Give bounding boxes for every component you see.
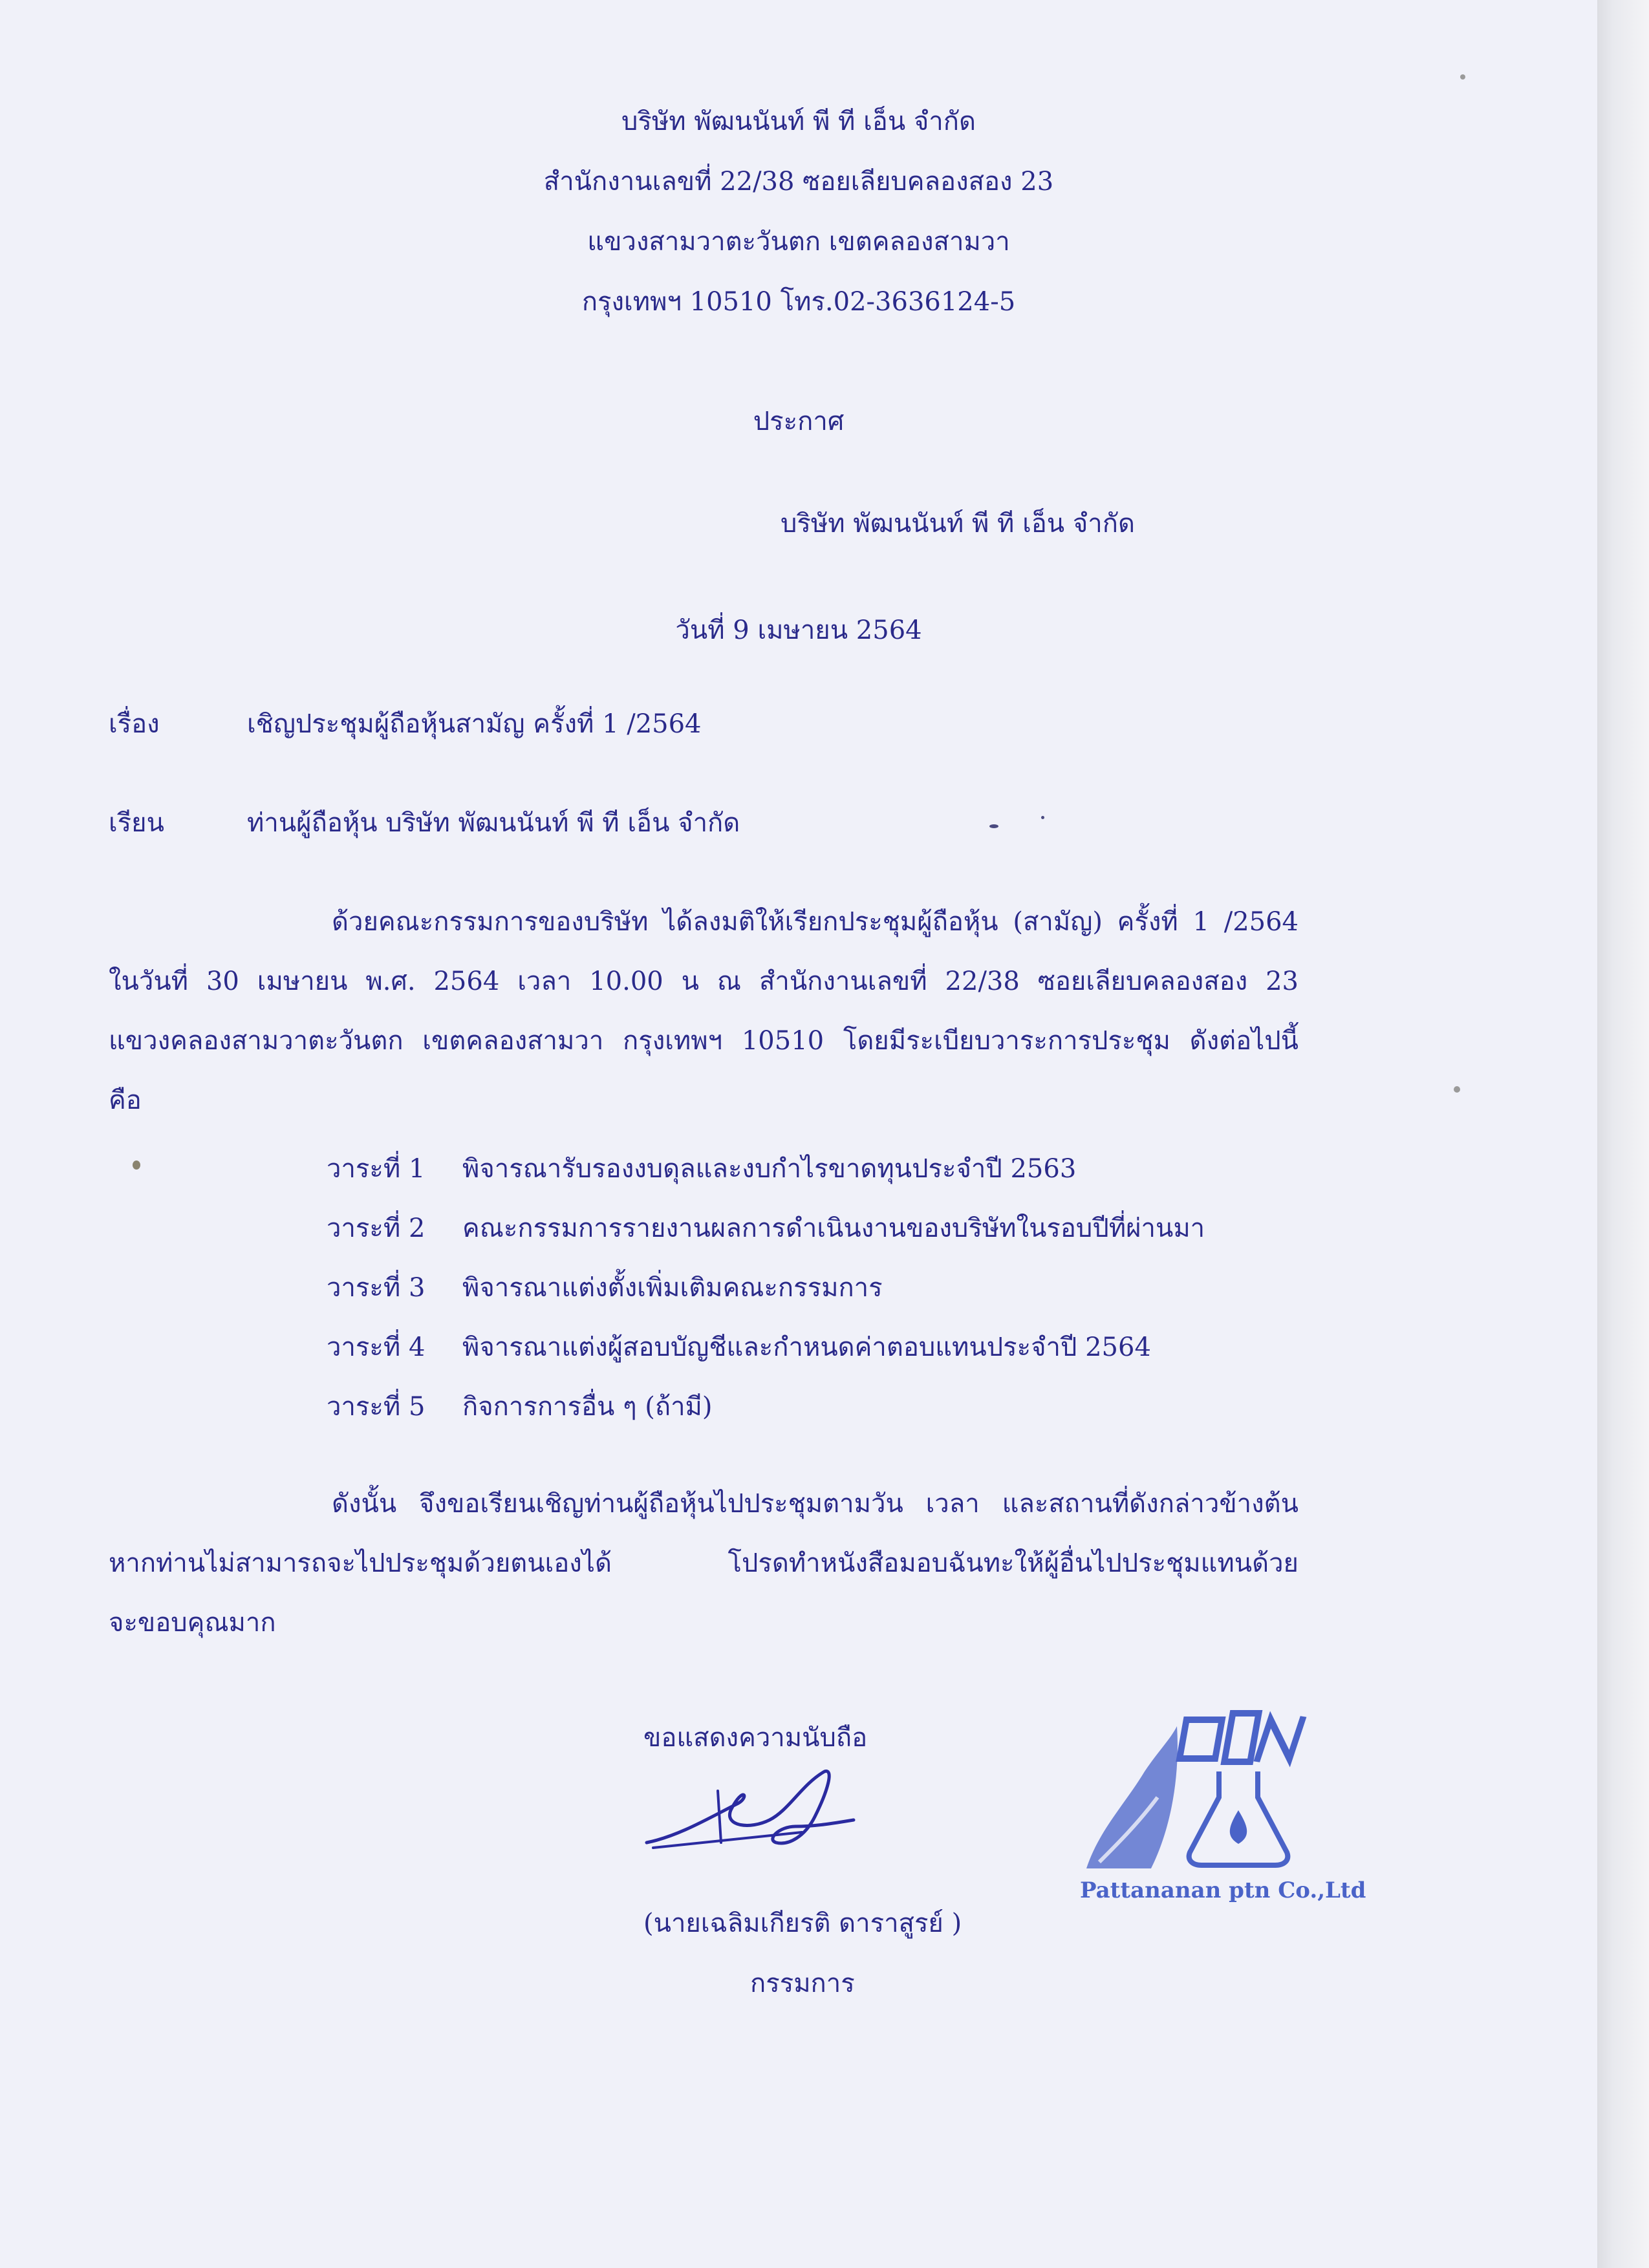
agenda-number: วาระที่ 5 [327, 1392, 426, 1422]
intro-line-4: คือ [109, 1086, 142, 1115]
recipient-text: ท่านผู้ถือหุ้น บริษัท พัฒนนันท์ พี ที เอ็น จำกัด [247, 808, 740, 838]
closing-line-3: จะขอบคุณมาก [109, 1608, 276, 1638]
address-line-1: สำนักงานเลขที่ 22/38 ซอยเลียบคลองสอง 23 [543, 167, 1054, 197]
scan-edge [1597, 0, 1649, 2268]
intro-line-1: ด้วยคณะกรรมการของบริษัท ได้ลงมติให้เรียกประชุมผู้ถือหุ้น (สามัญ) ครั้งที่ 1 /2564 [332, 907, 1299, 937]
scan-speck [133, 1161, 140, 1170]
signature [640, 1765, 860, 1856]
agenda-item [327, 1267, 1205, 1326]
address-line-3: กรุงเทพฯ 10510 โทร.02-3636124-5 [581, 287, 1016, 317]
stamp-text: Pattananan ptn Co.,Ltd [1080, 1878, 1366, 1903]
regards: ขอแสดงความนับถือ [643, 1723, 868, 1753]
company-stamp [1073, 1700, 1397, 1914]
agenda-text: กิจการการอื่น ๆ (ถ้ามี) [462, 1392, 713, 1422]
signatory-position: กรรมการ [750, 1969, 855, 1998]
address-line-2: แขวงสามวาตะวันตก เขตคลองสามวา [587, 227, 1010, 257]
agenda-text: คณะกรรมการรายงานผลการดำเนินงานของบริษัทในรอบปีที่ผ่านมา [462, 1214, 1205, 1243]
closing-line-2: หากท่านไม่สามารถจะไปประชุมด้วยตนเองได้ โปรดทำหนังสือมอบฉันทะให้ผู้อื่นไปประชุมแทนด้วย [109, 1548, 1299, 1578]
agenda-number: วาระที่ 4 [327, 1332, 426, 1362]
recipient-label: เรียน [109, 808, 164, 838]
agenda-text: พิจารณาแต่งผู้สอบบัญชีและกำหนดค่าตอบแทนประจำปี 2564 [462, 1332, 1151, 1362]
subject-text: เชิญประชุมผู้ถือหุ้นสามัญ ครั้งที่ 1 /2564 [247, 709, 702, 739]
signatory-name: (นายเฉลิมเกียรติ ดาราสูรย์ ) [643, 1909, 962, 1938]
issuer: บริษัท พัฒนนันท์ พี ที เอ็น จำกัด [781, 509, 1135, 539]
agenda-number: วาระที่ 3 [327, 1273, 426, 1303]
agenda-text: พิจารณาแต่งตั้งเพิ่มเติมคณะกรรมการ [462, 1273, 883, 1303]
intro-line-3: แขวงคลองสามวาตะวันตก เขตคลองสามวา กรุงเทพฯ 10510 โดยมีระเบียบวาระการประชุม ดังต่อไปนี้ [109, 1026, 1299, 1056]
scan-speck [1454, 1086, 1460, 1093]
agenda-number: วาระที่ 2 [327, 1214, 426, 1243]
document-date: วันที่ 9 เมษายน 2564 [675, 615, 922, 645]
subject-label: เรื่อง [109, 709, 160, 739]
agenda-item [327, 1207, 1205, 1267]
scan-speck [1460, 74, 1465, 80]
closing-paragraph [109, 1474, 1299, 1653]
agenda-text: พิจารณารับรองงบดุลและงบกำไรขาดทุนประจำปี 2563 [462, 1154, 1077, 1184]
agenda-item [327, 1148, 1205, 1207]
agenda-item [327, 1326, 1205, 1385]
agenda-item [327, 1385, 1205, 1445]
scan-speck [989, 824, 998, 828]
intro-line-2: ในวันที่ 30 เมษายน พ.ศ. 2564 เวลา 10.00 น ณ สำนักงานเลขที่ 22/38 ซอยเลียบคลองสอง 23 [109, 967, 1299, 996]
document-title: ประกาศ [753, 407, 845, 436]
closing-line-1: ดังนั้น จึงขอเรียนเชิญท่านผู้ถือหุ้นไปประชุมตามวัน เวลา และสถานที่ดังกล่าวข้างต้น [332, 1489, 1299, 1519]
agenda-number: วาระที่ 1 [327, 1154, 426, 1184]
agenda-list [327, 1148, 1205, 1445]
scan-speck [1041, 816, 1044, 819]
company-name: บริษัท พัฒนนันท์ พี ที เอ็น จำกัด [621, 107, 976, 136]
intro-paragraph [109, 892, 1299, 1130]
